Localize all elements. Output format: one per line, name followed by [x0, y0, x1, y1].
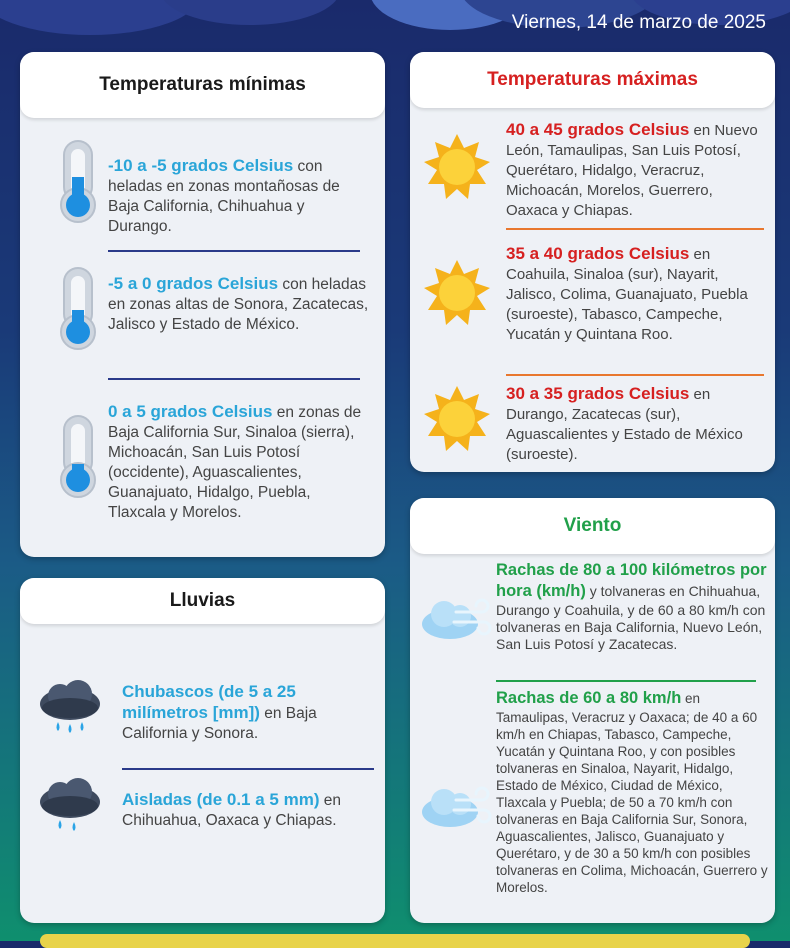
min-temp-item-3: [108, 402, 370, 523]
min-temp-range-1: -10 a -5 grados Celsius: [108, 156, 294, 175]
cold-thermometer-icon: [48, 412, 108, 502]
wind-cloud-icon: [416, 782, 492, 832]
wind-item-1: [496, 560, 768, 653]
max-temps-card: [410, 52, 775, 472]
cold-thermometer-icon: [48, 264, 108, 354]
min-divider-2: [108, 378, 360, 380]
wind-item-2: [496, 688, 768, 896]
rain-divider: [122, 768, 374, 770]
max-temp-text-2: en Coahuila, Sinaloa (sur), Nayarit, Jalisco, Colima, Guanajuato, Puebla (suroeste), Tabasco, Campeche, Yucatán y Quintana Roo.: [506, 246, 748, 343]
cold-thermometer-icon: [48, 137, 108, 227]
min-temp-item-1: [108, 156, 370, 237]
max-temp-item-1: [506, 120, 766, 221]
wind-cloud-icon: [416, 594, 492, 644]
max-temp-range-1: 40 a 45 grados Celsius: [506, 120, 690, 139]
sun-icon: [422, 384, 492, 454]
rain-text-2: en Chihuahua, Oaxaca y Chiapas.: [122, 792, 342, 829]
rain-text-1: en Baja California y Sonora.: [122, 705, 317, 742]
wind-range-2: Rachas de 60 a 80 km/h: [496, 689, 682, 707]
min-temp-text-1: con heladas en zonas montañosas de Baja California, Chihuahua y Durango.: [108, 158, 340, 235]
rain-card: [20, 578, 385, 923]
sun-icon: [422, 132, 492, 202]
min-divider-1: [108, 250, 360, 252]
max-temp-range-3: 30 a 35 grados Celsius: [506, 384, 690, 403]
max-divider-2: [506, 374, 764, 376]
min-temps-card: [20, 52, 385, 557]
min-temp-item-2: [108, 274, 370, 335]
rain-title: Lluvias: [20, 578, 385, 624]
min-temps-title: Temperaturas mínimas: [20, 52, 385, 118]
min-temp-range-3: 0 a 5 grados Celsius: [108, 402, 273, 421]
bottom-strip: [40, 934, 750, 948]
date-label: Viernes, 14 de marzo de 2025: [511, 12, 766, 33]
wind-title: Viento: [410, 498, 775, 554]
max-temp-range-2: 35 a 40 grados Celsius: [506, 244, 690, 263]
rain-range-1: Chubascos (de 5 a 25 milímetros [mm]): [122, 682, 296, 722]
sun-icon: [422, 258, 492, 328]
wind-range-1: Rachas de 80 a 100 kilómetros por hora (km/h): [496, 561, 767, 600]
rain-cloud-icon: [34, 678, 106, 740]
wind-text-1: y tolvaneras en Chihuahua, Durango y Coahuila, y de 60 a 80 km/h con tolvaneras en Baja California, Nuevo León, San Luis Potosí y Zacatecas.: [496, 583, 766, 652]
min-temp-range-2: -5 a 0 grados Celsius: [108, 274, 279, 293]
max-temps-title: Temperaturas máximas: [410, 52, 775, 108]
rain-item-2: [122, 790, 377, 831]
wind-text-2: en Tamaulipas, Veracruz y Oaxaca; de 40 a 60 km/h en Chiapas, Tabasco, Campeche, Yucatán y Quintana Roo, y con posibles tolvaneras en Sinaloa, Nayarit, Hidalgo, Estado de México, Ciudad de México, Tlaxcala y Puebla; de 50 a 70 km/h con tolvaneras en Baja California Sur, Sonora, Aguascalientes, Jalisco, Guanajuato y Querétaro, y de 30 a 50 km/h con posibles tolvaneras en Colima, Michoacán, Guerrero y Morelos.: [496, 691, 768, 895]
max-divider-1: [506, 228, 764, 230]
wind-card: [410, 498, 775, 923]
rain-item-1: [122, 682, 372, 744]
rain-range-2: Aisladas (de 0.1 a 5 mm): [122, 790, 320, 809]
max-temp-text-1: en Nuevo León, Tamaulipas, San Luis Potosí, Querétaro, Hidalgo, Veracruz, Michoacán, Morelos, Guerrero, Oaxaca y Chiapas.: [506, 122, 758, 219]
wind-divider: [496, 680, 756, 682]
max-temp-item-3: [506, 384, 766, 465]
rain-cloud-icon: [34, 776, 106, 838]
min-temp-text-3: en zonas de Baja California Sur, Sinaloa (sierra), Michoacán, San Luis Potosí (occidente), Aguascalientes, Guanajuato, Hidalgo, Puebla, Tlaxcala y Morelos.: [108, 404, 362, 521]
min-temp-text-2: con heladas en zonas altas de Sonora, Zacatecas, Jalisco y Estado de México.: [108, 276, 369, 333]
max-temp-item-2: [506, 244, 766, 345]
max-temp-text-3: en Durango, Zacatecas (sur), Aguascalientes y Estado de México (suroeste).: [506, 386, 743, 463]
